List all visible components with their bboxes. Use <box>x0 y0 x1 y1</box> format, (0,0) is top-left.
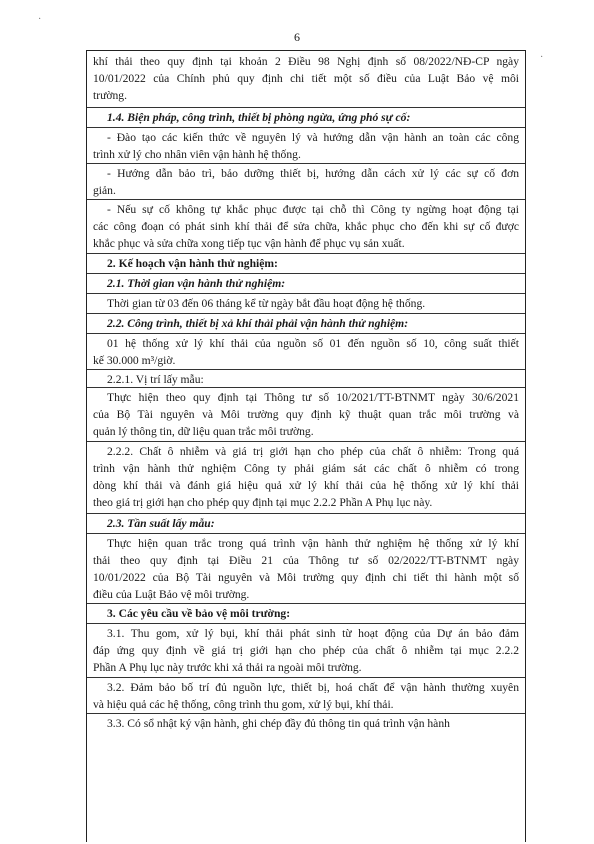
text-line: trường. <box>93 89 127 102</box>
text-line: đáp ứng quy định về giá trị giới hạn cho phép của chất ô nhiễm tại mục 2.2.2 <box>93 644 519 657</box>
text-line: 1.4. Biện pháp, công trình, thiết bị phòng ngừa, ứng phó sự cố: <box>107 111 411 124</box>
table-row <box>87 163 525 199</box>
paragraph <box>87 624 525 676</box>
text-line: 2.2.1. Vị trí lấy mẫu: <box>107 373 204 386</box>
paragraph <box>87 388 525 440</box>
table-row <box>87 513 525 533</box>
text-line: - Đào tạo các kiến thức về nguyên lý và hướng dẫn vận hành an toàn các công <box>107 131 519 144</box>
table-row <box>87 603 525 623</box>
text-line: - Nếu sự cố không tự khắc phục được tại chỗ thì Công ty ngừng hoạt động tại <box>107 203 519 216</box>
text-line: quản lý thông tin, dữ liệu quan trắc môi trường. <box>93 425 314 438</box>
paragraph <box>87 678 525 713</box>
text-line: 2. Kế hoạch vận hành thử nghiệm: <box>107 257 278 270</box>
paragraph <box>87 442 525 511</box>
table-row <box>87 441 525 513</box>
text-line: 2.3. Tần suất lấy mẫu: <box>107 517 215 530</box>
text-line: 2.2.2. Chất ô nhiễm và giá trị giới hạn cho phép của chất ô nhiễm: Trong quá <box>107 445 519 458</box>
paragraph <box>87 294 525 312</box>
table-row <box>87 369 525 387</box>
text-line: điều của Luật Bảo vệ môi trường. <box>93 588 250 601</box>
document-table <box>86 50 526 842</box>
paragraph <box>87 370 525 388</box>
text-line: Thực hiện quan trắc trong quá trình vận hành thử nghiệm hệ thống xử lý khí <box>107 537 519 550</box>
text-line: dòng khí thải và đánh giá hiệu quả xử lý khí thải của hệ thống xử lý khí thải <box>93 479 519 492</box>
text-line: 3.1. Thu gom, xử lý bụi, khí thải phát sinh từ hoạt động của Dự án bảo đảm <box>107 627 519 640</box>
text-line: giản. <box>93 184 116 197</box>
table-row <box>87 623 525 677</box>
text-line: trình xử lý cho nhân viên vận hành hệ thống. <box>93 148 301 161</box>
text-line: 2.2. Công trình, thiết bị xả khí thải phải vận hành thử nghiệm: <box>107 317 409 330</box>
paragraph <box>87 200 525 252</box>
text-line: 3.3. Có sổ nhật ký vận hành, ghi chép đầy đủ thông tin quá trình vận hành <box>107 717 450 730</box>
text-line: 01 hệ thống xử lý khí thải của nguồn số 01 đến nguồn số 10, công suất thiết <box>107 337 519 350</box>
text-line: khắc phục và sửa chữa xong tiếp tục vận hành để phục vụ sản xuất. <box>93 237 405 250</box>
paragraph <box>87 108 525 126</box>
text-line: trình vận hành thử nghiệm Công ty phải giám sát các chất ô nhiễm có trong <box>93 462 519 475</box>
paragraph <box>87 164 525 199</box>
text-line: 3.2. Đảm bảo bố trí đủ nguồn lực, thiết bị, hoá chất để vận hành thường xuyên <box>107 681 519 694</box>
table-row <box>87 713 525 751</box>
text-line: Phần A Phụ lục này trước khi xả thải ra ngoài môi trường. <box>93 661 362 674</box>
text-line: và hiệu quả các hệ thống, công trình thu gom, xử lý bụi, khí thải. <box>93 698 394 711</box>
table-row <box>87 533 525 603</box>
paragraph <box>87 514 525 532</box>
table-row <box>87 677 525 713</box>
text-line: Thời gian từ 03 đến 06 tháng kể từ ngày bắt đầu hoạt động hệ thống. <box>107 297 426 310</box>
text-line: kế 30.000 m³/giờ. <box>93 354 176 367</box>
text-line: của Bộ Tài nguyên và Môi trường quy định kỹ thuật quan trắc môi trường và <box>93 408 519 421</box>
paragraph <box>87 334 525 369</box>
table-row <box>87 253 525 273</box>
table-row <box>87 199 525 253</box>
paragraph <box>87 128 525 163</box>
table-row <box>87 51 525 107</box>
scan-speck: · <box>540 52 544 63</box>
paragraph <box>87 51 525 104</box>
text-line: Thực hiện theo quy định tại Thông tư số 10/2021/TT-BTNMT ngày 30/6/2021 <box>107 391 519 404</box>
paragraph <box>87 604 525 622</box>
table-row <box>87 387 525 441</box>
text-line: 2.1. Thời gian vận hành thử nghiệm: <box>107 277 286 290</box>
paragraph <box>87 534 525 603</box>
text-line: 10/01/2022 của Chính phủ quy định chi tiết một số điều của Luật Bảo vệ môi <box>93 72 519 85</box>
text-line: 3. Các yêu cầu về bảo vệ môi trường: <box>107 607 291 620</box>
text-line: các công đoạn có phát sinh khí thải để sửa chữa, khắc phục cho đến khi sự cố được <box>93 220 519 233</box>
table-row <box>87 293 525 313</box>
table-row <box>87 127 525 163</box>
text-line: thải theo quy định tại Điều 21 của Thông tư số 02/2022/TT-BTNMT ngày <box>93 554 519 567</box>
text-line: - Hướng dẫn bảo trì, bảo dưỡng thiết bị, hướng dẫn cách xử lý các sự cố đơn <box>107 167 519 180</box>
text-line: 10/01/2022 của Bộ Tài nguyên và Môi trường quy định chi tiết thi hành một số <box>93 571 519 584</box>
page-number: 6 <box>294 30 300 44</box>
paragraph <box>87 714 525 732</box>
table-row <box>87 107 525 127</box>
table-row <box>87 313 525 333</box>
table-row <box>87 333 525 369</box>
text-line: theo giá trị giới hạn cho phép quy định tại mục 2.2.2 Phần A Phụ lục này. <box>93 496 433 509</box>
paragraph <box>87 254 525 272</box>
paragraph <box>87 314 525 332</box>
paragraph <box>87 274 525 292</box>
text-line: khí thải theo quy định tại khoản 2 Điều 98 Nghị định số 08/2022/NĐ-CP ngày <box>93 55 519 68</box>
table-row <box>87 273 525 293</box>
scan-speck: · <box>38 14 42 25</box>
